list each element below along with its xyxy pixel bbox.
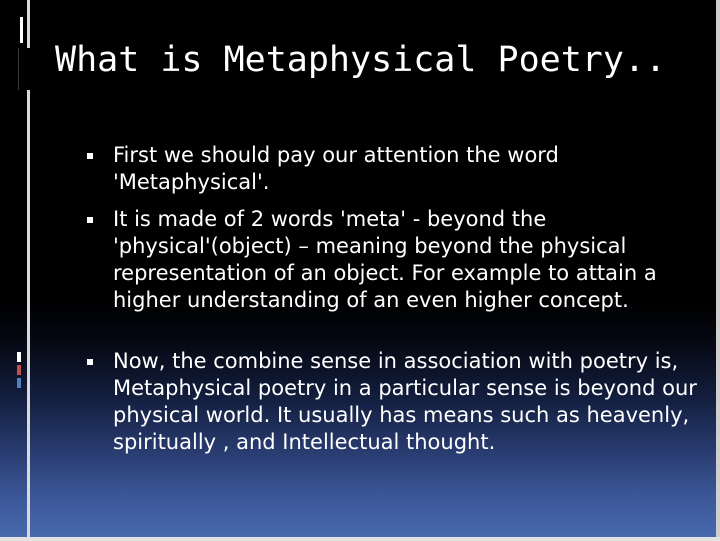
bullet-text: Now, the combine sense in association with poetry is, Metaphysical poetry in a particular sense is beyond our physical world. It usually has means such as heavenly, spiritually , and Intellectual thought.: [113, 349, 697, 454]
bullet-item: [86, 206, 706, 314]
title-accent-bar-black: [18, 48, 31, 90]
title-accent-bar-white: [20, 17, 23, 43]
square-bullet-icon: [87, 153, 93, 159]
frame-tick-red: [17, 365, 21, 375]
slide-frame-right: [716, 0, 720, 541]
bullet-list: [86, 142, 706, 466]
bullet-item: [86, 348, 706, 456]
bullet-text: It is made of 2 words 'meta' - beyond the 'physical'(object) – meaning beyond the physical representation of an object. For example to attain a higher understanding of an even higher concept.: [113, 207, 657, 312]
slide-frame-bottom: [0, 537, 720, 541]
bullet-text: First we should pay our attention the word 'Metaphysical'.: [113, 143, 559, 194]
square-bullet-icon: [87, 359, 93, 365]
slide-title: What is Metaphysical Poetry..: [55, 40, 667, 80]
frame-tick-blue: [17, 378, 21, 388]
square-bullet-icon: [87, 217, 93, 223]
frame-tick-white: [17, 352, 21, 362]
bullet-item: [86, 142, 706, 196]
